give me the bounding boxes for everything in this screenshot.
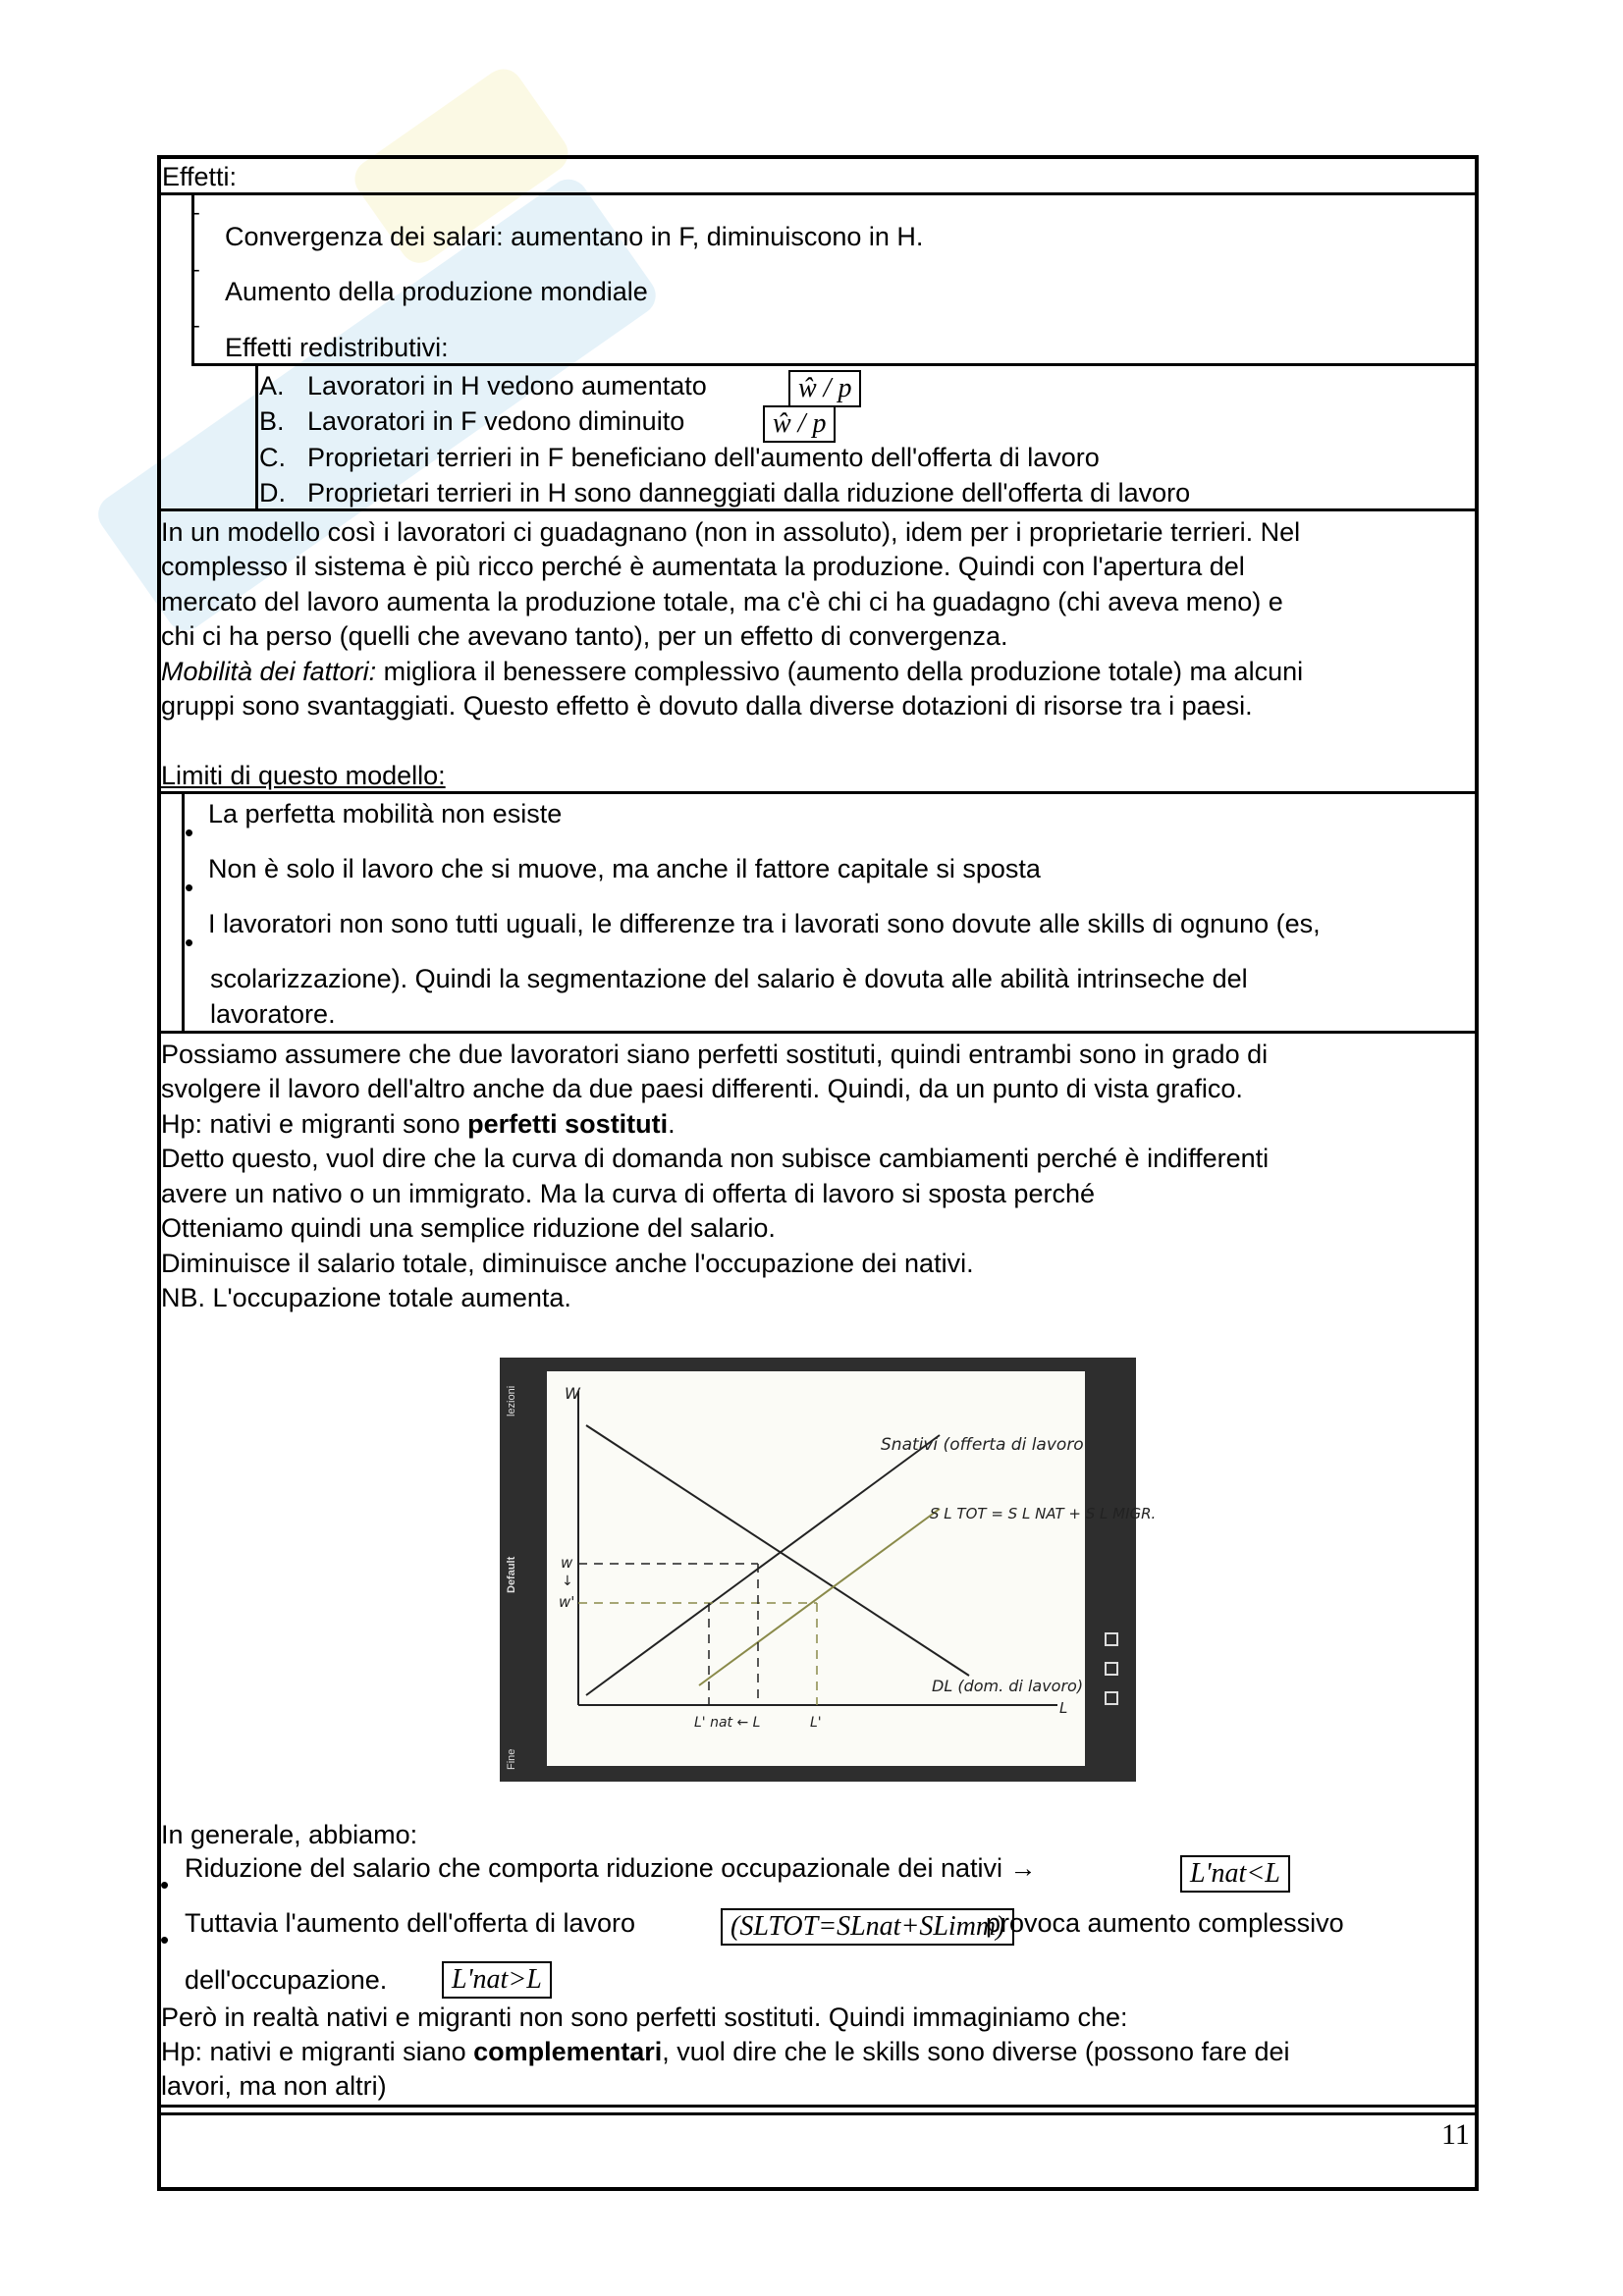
hp1-bold: perfetti sostituti [467,1109,669,1139]
limits-item: lavoratore. [210,999,336,1029]
list-letter: B. [259,406,285,436]
formula-box: L'nat<L [1180,1855,1290,1893]
hp2-bold: complementari [473,2037,663,2066]
effects-item: Convergenza dei salari: aumentano in F, diminuiscono in H. [225,222,924,251]
paragraph-line: Possiamo assumere che due lavoratori siano perfetti sostituti, quindi entrambi sono in grado di [161,1040,1269,1069]
limits-label: Limiti di questo modello: [161,761,446,790]
bullet: • [160,1870,170,1899]
separator [157,2112,1479,2115]
graph-tab-label: Default [506,1556,517,1593]
demand-curve [586,1425,969,1676]
mobility-text: migliora il benessere complessivo (aumento della produzione totale) ma alcuni [376,657,1304,686]
square-icon [1105,1632,1118,1646]
paragraph-line: complesso il sistema è più ricco perché è aumentata la produzione. Quindi con l'apertura del [161,552,1245,581]
paragraph-line: Otteniamo quindi una semplice riduzione del salario. [161,1213,776,1243]
paragraph-line: Detto questo, vuol dire che la curva di domanda non subisce cambiamenti perché è indifferenti [161,1144,1270,1173]
label-l-prime: L' [810,1715,822,1731]
list-letter: C. [259,443,286,472]
redistributive-item: Lavoratori in H vedono aumentato [307,371,707,400]
square-icon [1105,1691,1118,1705]
label-s-nativi: Snativi (offerta di lavoro [881,1435,1084,1455]
separator [157,2105,1479,2108]
bullet: • [185,818,194,847]
list-letter: A. [259,371,285,400]
paragraph-line: gruppi sono svantaggiati. Questo effetto è dovuto dalla diverse dotazioni di risorse tra i paesi. [161,691,1253,721]
label-w: w [561,1554,573,1572]
mobility-label: Mobilità dei fattori: [161,657,377,686]
label-l-nat: L' nat ← L [694,1715,761,1731]
bullet: • [185,873,194,902]
list-dash: - [193,315,200,337]
bullet: • [185,928,194,957]
paragraph-line: Diminuisce il salario totale, diminuisce anche l'occupazione dei nativi. [161,1249,974,1278]
graph-drawing [547,1371,1157,1766]
label-w-prime: w' [559,1593,575,1611]
list-dash: - [193,259,200,281]
general-label: In generale, abbiamo: [161,1820,418,1849]
paragraph-line: svolgere il lavoro dell'altro anche da due paesi differenti. Quindi, da un punto di vista grafico. [161,1074,1243,1103]
formula-box: (SLTOT=SLnat+SLimm) [721,1908,1014,1946]
labour-market-graph [500,1358,1157,1782]
supply-natives-curve [586,1435,940,1695]
hp2-prefix: Hp: nativi e migranti siano [161,2037,474,2066]
limits-item: Non è solo il lavoro che si muove, ma anche il fattore capitale si sposta [208,854,1041,883]
redistributive-item: Proprietari terrieri in F beneficiano dell'aumento dell'offerta di lavoro [307,443,1100,472]
paragraph-line: NB. L'occupazione totale aumenta. [161,1283,571,1312]
separator [157,1031,1479,1034]
general-item: dell'occupazione. [185,1965,388,1995]
page-number: 11 [1441,2118,1470,2151]
paragraph-line: avere un nativo o un immigrato. Ma la curva di offerta di lavoro si sposta perché [161,1179,1095,1208]
square-icon [1105,1662,1118,1676]
general-item: provoca aumento complessivo [986,1908,1344,1938]
limits-item: La perfetta mobilità non esiste [208,799,563,828]
redistributive-item: Lavoratori in F vedono diminuito [307,406,685,436]
limits-item: scolarizzazione). Quindi la segmentazione del salario è dovuta alle abilità intrinseche del [210,964,1248,993]
limits-item: I lavoratori non sono tutti uguali, le differenze tra i lavorati sono dovute alle skills di ognuno (es, [208,909,1321,938]
general-item: Riduzione del salario che comporta riduzione occupazionale dei nativi → [185,1853,1037,1883]
paragraph-line: Però in realtà nativi e migranti non sono perfetti sostituti. Quindi immaginiamo che: [161,2002,1128,2032]
formula-box: L'nat>L [442,1961,552,1999]
general-item: Tuttavia l'aumento dell'offerta di lavoro [185,1908,636,1938]
mobility-line [161,655,1303,689]
formula-box: ŵ / p [763,405,836,443]
bullet: • [160,1925,170,1954]
toolbar-icons [1105,1632,1116,1750]
label-arrow-down: ↓ [562,1574,573,1589]
list-dash: - [193,202,200,224]
supply-total-curve [699,1509,940,1685]
axis-label-l: L [1059,1699,1068,1717]
effects-item: Aumento della produzione mondiale [225,277,648,306]
list-letter: D. [259,478,286,507]
paragraph-line: mercato del lavoro aumenta la produzione totale, ma c'è chi ci ha guadagno (chi aveva meno) e [161,587,1283,616]
graph-paper [547,1371,1157,1766]
paragraph-line: lavori, ma non altri) [161,2071,387,2101]
label-s-tot: S L TOT = S L NAT + S L MIGR. [930,1505,1157,1522]
hp1-suffix: . [668,1109,676,1139]
separator [255,363,258,510]
hypothesis-line [161,2035,1290,2069]
label-dl: DL (dom. di lavoro) [932,1677,1084,1695]
hp1-prefix: Hp: nativi e migranti sono [161,1109,468,1139]
section-label-effetti: Effetti: [162,162,238,191]
graph-tab-label: Fine [506,1748,517,1770]
axis-label-w: W [565,1384,580,1403]
effects-item: Effetti redistributivi: [225,333,449,362]
graph-tab-label: lezioni [506,1385,517,1416]
separator [157,192,1479,195]
formula-box: ŵ / p [788,370,861,407]
redistributive-item: Proprietari terrieri in H sono danneggiati dalla riduzione dell'offerta di lavoro [307,478,1191,507]
paragraph-line: chi ci ha perso (quelli che avevano tanto), per un effetto di convergenza. [161,621,1008,651]
paragraph-line: In un modello così i lavoratori ci guadagnano (non in assoluto), idem per i proprietarie terrieri. Nel [161,517,1301,547]
hp2-suffix: , vuol dire che le skills sono diverse (possono fare dei [662,2037,1290,2066]
hypothesis-line [161,1107,676,1142]
